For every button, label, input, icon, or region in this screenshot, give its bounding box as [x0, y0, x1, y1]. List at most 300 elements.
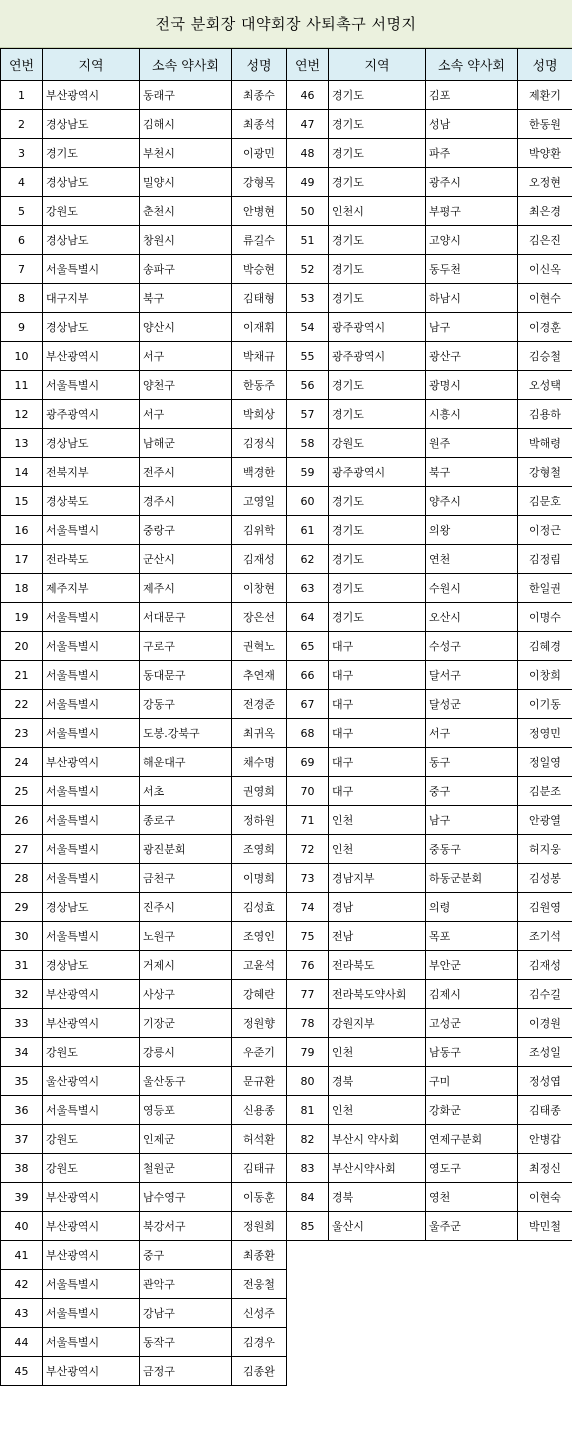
row-name: 강혜란: [232, 980, 287, 1009]
row-region: 부산광역시: [43, 342, 140, 371]
table-row: [287, 226, 572, 255]
row-pharmacy: 구로구: [140, 632, 232, 661]
header-name: 성명: [518, 49, 572, 81]
row-region: 대구: [329, 777, 426, 806]
table-row: [1, 1212, 287, 1241]
table-row: [287, 284, 572, 313]
row-name: 김분조: [518, 777, 572, 806]
row-number: 72: [287, 835, 329, 864]
table-row: [287, 603, 572, 632]
row-pharmacy: 서대문구: [140, 603, 232, 632]
row-region: 부산광역시: [43, 1183, 140, 1212]
row-name: 김승철: [518, 342, 572, 371]
row-name: 정일영: [518, 748, 572, 777]
row-name: 전웅철: [232, 1270, 287, 1299]
row-name: 최종석: [232, 110, 287, 139]
row-number: 62: [287, 545, 329, 574]
row-region: 전라북도: [43, 545, 140, 574]
row-pharmacy: 시흥시: [426, 400, 518, 429]
row-number: 34: [1, 1038, 43, 1067]
row-name: 한동주: [232, 371, 287, 400]
row-region: 경기도: [329, 226, 426, 255]
row-pharmacy: 남수영구: [140, 1183, 232, 1212]
row-name: 고영일: [232, 487, 287, 516]
row-pharmacy: 연천: [426, 545, 518, 574]
row-name: 이기동: [518, 690, 572, 719]
row-pharmacy: 서초: [140, 777, 232, 806]
row-region: 대구: [329, 719, 426, 748]
row-number: 78: [287, 1009, 329, 1038]
row-pharmacy: 부안군: [426, 951, 518, 980]
row-pharmacy: 고양시: [426, 226, 518, 255]
row-pharmacy: 창원시: [140, 226, 232, 255]
row-pharmacy: 제주시: [140, 574, 232, 603]
row-pharmacy: 밀양시: [140, 168, 232, 197]
table-row: [287, 719, 572, 748]
table-row: [287, 81, 572, 110]
row-region: 경기도: [329, 545, 426, 574]
row-pharmacy: 하동군분회: [426, 864, 518, 893]
row-number: 3: [1, 139, 43, 168]
row-name: 최귀옥: [232, 719, 287, 748]
row-name: 이명수: [518, 603, 572, 632]
row-name: 이동훈: [232, 1183, 287, 1212]
row-region: 인천: [329, 806, 426, 835]
row-pharmacy: 서구: [140, 400, 232, 429]
row-region: 대구: [329, 690, 426, 719]
row-name: 전경준: [232, 690, 287, 719]
row-pharmacy: 영천: [426, 1183, 518, 1212]
table-row: [287, 893, 572, 922]
table-row: [287, 864, 572, 893]
table-row: [1, 661, 287, 690]
row-region: 경기도: [329, 400, 426, 429]
row-region: 광주광역시: [43, 400, 140, 429]
row-name: 신성주: [232, 1299, 287, 1328]
row-number: 80: [287, 1067, 329, 1096]
row-pharmacy: 오산시: [426, 603, 518, 632]
header-name: 성명: [232, 49, 287, 81]
row-name: 한일권: [518, 574, 572, 603]
row-name: 최은경: [518, 197, 572, 226]
row-region: 부산광역시: [43, 1241, 140, 1270]
row-name: 허석환: [232, 1125, 287, 1154]
table-row: [1, 864, 287, 893]
row-number: 20: [1, 632, 43, 661]
row-region: 서울특별시: [43, 1270, 140, 1299]
row-number: 71: [287, 806, 329, 835]
table-row: [1, 980, 287, 1009]
row-name: 박승현: [232, 255, 287, 284]
row-pharmacy: 경주시: [140, 487, 232, 516]
row-region: 경기도: [329, 487, 426, 516]
row-name: 조성일: [518, 1038, 572, 1067]
row-pharmacy: 종로구: [140, 806, 232, 835]
row-region: 부산광역시: [43, 748, 140, 777]
row-pharmacy: 구미: [426, 1067, 518, 1096]
signature-table-left: [0, 48, 287, 1386]
table-row: [287, 951, 572, 980]
table-row: [1, 1270, 287, 1299]
table-row: [1, 284, 287, 313]
row-name: 추연재: [232, 661, 287, 690]
row-pharmacy: 동구: [426, 748, 518, 777]
table-row: [1, 922, 287, 951]
row-number: 25: [1, 777, 43, 806]
row-region: 부산광역시: [43, 81, 140, 110]
row-region: 경상남도: [43, 951, 140, 980]
row-name: 김재성: [518, 951, 572, 980]
row-pharmacy: 김포: [426, 81, 518, 110]
row-pharmacy: 성남: [426, 110, 518, 139]
row-name: 김원영: [518, 893, 572, 922]
row-number: 53: [287, 284, 329, 313]
row-number: 36: [1, 1096, 43, 1125]
table-row: [1, 516, 287, 545]
row-name: 오정현: [518, 168, 572, 197]
row-name: 박민철: [518, 1212, 572, 1241]
table-row: [1, 1299, 287, 1328]
row-region: 서울특별시: [43, 806, 140, 835]
row-name: 김태형: [232, 284, 287, 313]
row-region: 경상남도: [43, 168, 140, 197]
table-row: [1, 777, 287, 806]
row-pharmacy: 부평구: [426, 197, 518, 226]
row-number: 30: [1, 922, 43, 951]
row-region: 경기도: [329, 574, 426, 603]
table-row: [287, 545, 572, 574]
row-region: 부산시약사회: [329, 1154, 426, 1183]
row-pharmacy: 인제군: [140, 1125, 232, 1154]
table-row: [1, 371, 287, 400]
table-row: [287, 487, 572, 516]
table-row: [1, 603, 287, 632]
table-row: [287, 1183, 572, 1212]
row-name: 김성봉: [518, 864, 572, 893]
row-name: 김경우: [232, 1328, 287, 1357]
row-name: 조기석: [518, 922, 572, 951]
table-row: [287, 922, 572, 951]
table-row: [287, 168, 572, 197]
row-pharmacy: 고성군: [426, 1009, 518, 1038]
row-pharmacy: 전주시: [140, 458, 232, 487]
row-region: 강원도: [43, 197, 140, 226]
row-pharmacy: 남구: [426, 313, 518, 342]
row-pharmacy: 북구: [426, 458, 518, 487]
row-name: 이재휘: [232, 313, 287, 342]
row-region: 경상남도: [43, 429, 140, 458]
row-pharmacy: 광주시: [426, 168, 518, 197]
row-pharmacy: 해운대구: [140, 748, 232, 777]
table-row: [1, 893, 287, 922]
row-number: 67: [287, 690, 329, 719]
row-pharmacy: 양산시: [140, 313, 232, 342]
row-number: 16: [1, 516, 43, 545]
row-number: 65: [287, 632, 329, 661]
table-row: [1, 168, 287, 197]
row-name: 이광민: [232, 139, 287, 168]
row-name: 김종완: [232, 1357, 287, 1386]
table-row: [1, 835, 287, 864]
row-region: 경기도: [329, 81, 426, 110]
row-pharmacy: 달서구: [426, 661, 518, 690]
row-number: 32: [1, 980, 43, 1009]
row-pharmacy: 영도구: [426, 1154, 518, 1183]
row-number: 13: [1, 429, 43, 458]
table-row: [287, 1125, 572, 1154]
row-name: 채수명: [232, 748, 287, 777]
row-region: 경북: [329, 1183, 426, 1212]
row-name: 강형철: [518, 458, 572, 487]
row-region: 울산시: [329, 1212, 426, 1241]
row-number: 63: [287, 574, 329, 603]
row-pharmacy: 의령: [426, 893, 518, 922]
row-number: 84: [287, 1183, 329, 1212]
row-pharmacy: 수성구: [426, 632, 518, 661]
row-pharmacy: 양주시: [426, 487, 518, 516]
row-pharmacy: 수원시: [426, 574, 518, 603]
row-number: 56: [287, 371, 329, 400]
row-region: 경북: [329, 1067, 426, 1096]
row-number: 73: [287, 864, 329, 893]
row-pharmacy: 남해군: [140, 429, 232, 458]
table-row: [287, 429, 572, 458]
row-name: 김태규: [232, 1154, 287, 1183]
row-name: 신용종: [232, 1096, 287, 1125]
row-name: 이명희: [232, 864, 287, 893]
row-pharmacy: 서구: [140, 342, 232, 371]
table-row: [1, 719, 287, 748]
row-region: 대구: [329, 661, 426, 690]
row-region: 부산광역시: [43, 1009, 140, 1038]
row-pharmacy: 송파구: [140, 255, 232, 284]
header-row: [287, 49, 572, 81]
table-row: [287, 342, 572, 371]
row-pharmacy: 김해시: [140, 110, 232, 139]
row-number: 69: [287, 748, 329, 777]
row-region: 경상남도: [43, 893, 140, 922]
row-number: 31: [1, 951, 43, 980]
row-name: 김정림: [518, 545, 572, 574]
row-number: 10: [1, 342, 43, 371]
row-number: 76: [287, 951, 329, 980]
row-pharmacy: 울주군: [426, 1212, 518, 1241]
row-region: 경기도: [329, 516, 426, 545]
table-row: [1, 458, 287, 487]
row-number: 5: [1, 197, 43, 226]
row-number: 28: [1, 864, 43, 893]
table-row: [1, 632, 287, 661]
table-row: [1, 197, 287, 226]
row-region: 경상남도: [43, 110, 140, 139]
row-number: 81: [287, 1096, 329, 1125]
row-pharmacy: 광산구: [426, 342, 518, 371]
table-row: [287, 1009, 572, 1038]
row-number: 47: [287, 110, 329, 139]
row-region: 전남: [329, 922, 426, 951]
row-region: 전라북도: [329, 951, 426, 980]
row-region: 강원도: [329, 429, 426, 458]
row-region: 서울특별시: [43, 777, 140, 806]
row-number: 33: [1, 1009, 43, 1038]
row-name: 안병갑: [518, 1125, 572, 1154]
row-pharmacy: 남구: [426, 806, 518, 835]
row-number: 6: [1, 226, 43, 255]
row-region: 서울특별시: [43, 690, 140, 719]
row-name: 이창희: [518, 661, 572, 690]
table-row: [1, 748, 287, 777]
header-no: 연번: [1, 49, 43, 81]
signature-table-right: [286, 48, 572, 1241]
row-name: 고윤석: [232, 951, 287, 980]
table-row: [287, 1096, 572, 1125]
row-name: 이정근: [518, 516, 572, 545]
row-region: 경기도: [43, 139, 140, 168]
row-number: 82: [287, 1125, 329, 1154]
row-number: 38: [1, 1154, 43, 1183]
row-name: 김혜경: [518, 632, 572, 661]
table-row: [287, 110, 572, 139]
row-name: 제환기: [518, 81, 572, 110]
row-pharmacy: 거제시: [140, 951, 232, 980]
row-number: 51: [287, 226, 329, 255]
row-pharmacy: 원주: [426, 429, 518, 458]
header-pharmacy: 소속 약사회: [140, 49, 232, 81]
row-region: 서울특별시: [43, 1096, 140, 1125]
table-row: [287, 1212, 572, 1241]
header-row: [1, 49, 287, 81]
row-region: 경기도: [329, 255, 426, 284]
table-row: [1, 951, 287, 980]
row-number: 70: [287, 777, 329, 806]
row-pharmacy: 동작구: [140, 1328, 232, 1357]
table-row: [1, 1357, 287, 1386]
row-number: 75: [287, 922, 329, 951]
row-region: 부산광역시: [43, 1212, 140, 1241]
row-region: 서울특별시: [43, 922, 140, 951]
row-number: 57: [287, 400, 329, 429]
row-name: 한동원: [518, 110, 572, 139]
row-name: 이경훈: [518, 313, 572, 342]
row-number: 4: [1, 168, 43, 197]
row-region: 경남: [329, 893, 426, 922]
row-pharmacy: 중랑구: [140, 516, 232, 545]
table-row: [1, 139, 287, 168]
row-pharmacy: 춘천시: [140, 197, 232, 226]
row-pharmacy: 동대문구: [140, 661, 232, 690]
row-pharmacy: 북구: [140, 284, 232, 313]
row-number: 60: [287, 487, 329, 516]
row-name: 최종환: [232, 1241, 287, 1270]
row-pharmacy: 하남시: [426, 284, 518, 313]
row-name: 권영희: [232, 777, 287, 806]
row-name: 권혁노: [232, 632, 287, 661]
row-name: 박해령: [518, 429, 572, 458]
row-number: 23: [1, 719, 43, 748]
table-row: [287, 371, 572, 400]
row-name: 김수길: [518, 980, 572, 1009]
row-pharmacy: 북강서구: [140, 1212, 232, 1241]
row-pharmacy: 동래구: [140, 81, 232, 110]
row-pharmacy: 군산시: [140, 545, 232, 574]
table-row: [287, 806, 572, 835]
row-number: 39: [1, 1183, 43, 1212]
row-pharmacy: 달성군: [426, 690, 518, 719]
row-number: 49: [287, 168, 329, 197]
row-number: 11: [1, 371, 43, 400]
row-region: 부산광역시: [43, 1357, 140, 1386]
row-number: 18: [1, 574, 43, 603]
row-region: 서울특별시: [43, 371, 140, 400]
row-region: 부산광역시: [43, 980, 140, 1009]
row-region: 서울특별시: [43, 835, 140, 864]
table-row: [287, 1154, 572, 1183]
header-pharmacy: 소속 약사회: [426, 49, 518, 81]
row-name: 강형목: [232, 168, 287, 197]
table-row: [287, 574, 572, 603]
row-name: 김정식: [232, 429, 287, 458]
row-region: 경기도: [329, 284, 426, 313]
row-pharmacy: 진주시: [140, 893, 232, 922]
row-region: 인천: [329, 835, 426, 864]
row-region: 서울특별시: [43, 719, 140, 748]
row-region: 서울특별시: [43, 603, 140, 632]
row-region: 강원도: [43, 1154, 140, 1183]
row-number: 37: [1, 1125, 43, 1154]
row-name: 김문호: [518, 487, 572, 516]
row-pharmacy: 금정구: [140, 1357, 232, 1386]
table-row: [287, 690, 572, 719]
row-pharmacy: 기장군: [140, 1009, 232, 1038]
row-region: 강원지부: [329, 1009, 426, 1038]
table-row: [1, 1154, 287, 1183]
row-name: 김용하: [518, 400, 572, 429]
row-number: 83: [287, 1154, 329, 1183]
table-row: [287, 980, 572, 1009]
row-pharmacy: 중구: [426, 777, 518, 806]
row-name: 김위학: [232, 516, 287, 545]
table-row: [287, 458, 572, 487]
row-number: 61: [287, 516, 329, 545]
row-name: 조영희: [232, 835, 287, 864]
row-number: 46: [287, 81, 329, 110]
row-pharmacy: 파주: [426, 139, 518, 168]
row-region: 경기도: [329, 168, 426, 197]
row-name: 박채규: [232, 342, 287, 371]
row-number: 52: [287, 255, 329, 284]
row-number: 66: [287, 661, 329, 690]
table-row: [1, 806, 287, 835]
table-row: [1, 313, 287, 342]
row-region: 경기도: [329, 371, 426, 400]
row-number: 40: [1, 1212, 43, 1241]
table-row: [287, 632, 572, 661]
row-name: 이신옥: [518, 255, 572, 284]
table-row: [287, 516, 572, 545]
row-name: 우준기: [232, 1038, 287, 1067]
row-number: 74: [287, 893, 329, 922]
row-pharmacy: 김제시: [426, 980, 518, 1009]
table-row: [287, 748, 572, 777]
row-number: 42: [1, 1270, 43, 1299]
table-row: [1, 1096, 287, 1125]
table-row: [287, 400, 572, 429]
row-number: 7: [1, 255, 43, 284]
table-row: [1, 255, 287, 284]
row-region: 강원도: [43, 1038, 140, 1067]
row-number: 22: [1, 690, 43, 719]
row-region: 광주광역시: [329, 458, 426, 487]
